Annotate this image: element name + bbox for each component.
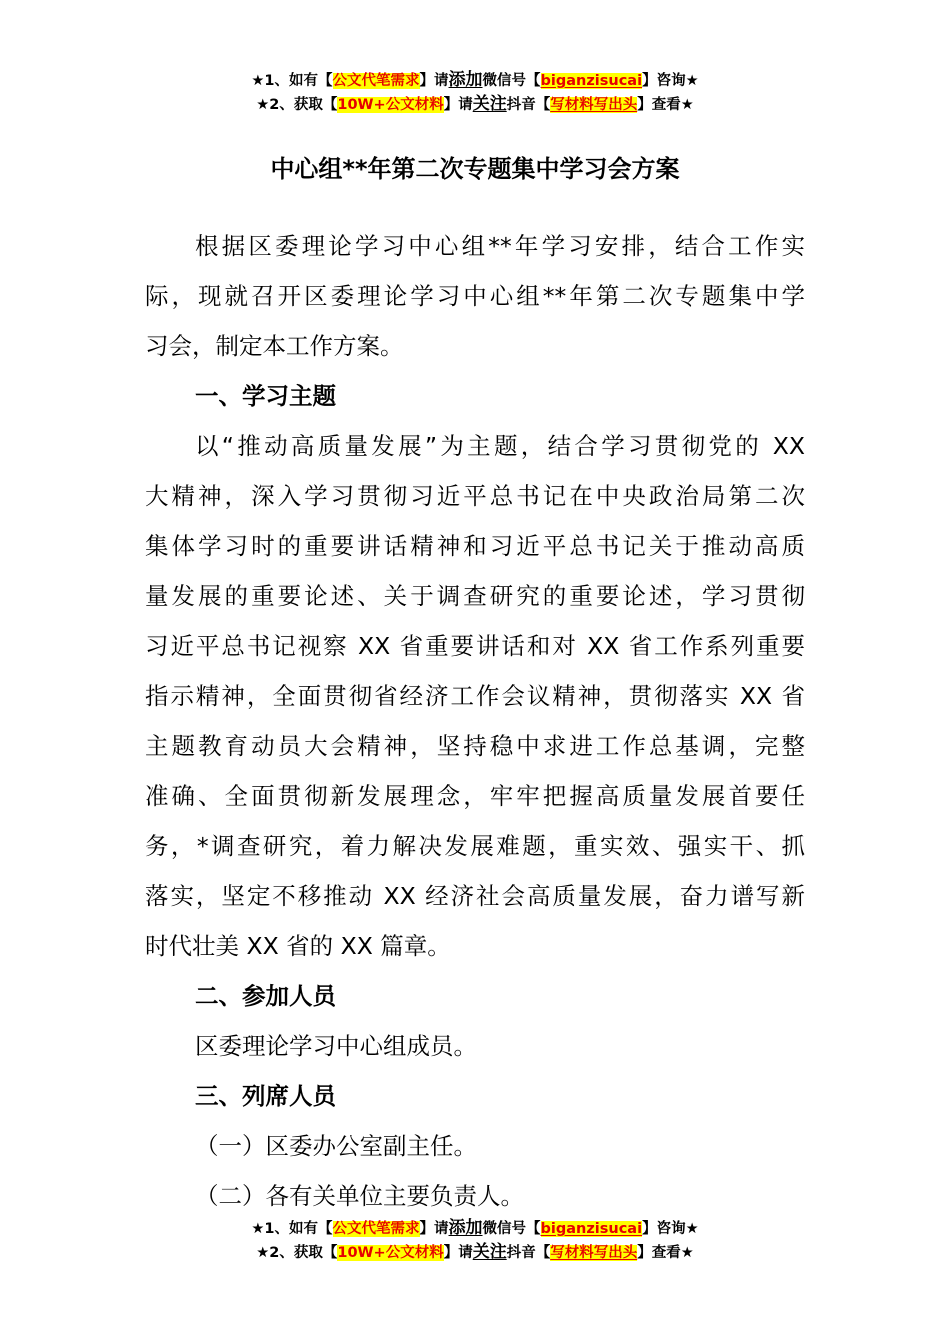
- promo-text: 】咨询★: [642, 73, 699, 89]
- promo-emphasis: 关注: [472, 94, 507, 114]
- promo-emphasis: 添加: [448, 1218, 483, 1238]
- promo-text: 】查看★: [637, 97, 694, 113]
- promo-text: 】查看★: [637, 1245, 694, 1261]
- promo-emphasis: 关注: [472, 1242, 507, 1262]
- promo-line-2: [0, 1240, 950, 1264]
- promo-text: 微信号【: [482, 73, 541, 89]
- promo-text: 抖音【: [506, 97, 551, 113]
- section-heading-participants: 二、参加人员: [195, 982, 336, 1010]
- promo-emphasis: 添加: [448, 70, 483, 90]
- promo-douyin-id: 写材料写出头: [550, 1245, 638, 1261]
- theme-line: 时代壮美 XX 省的 XX 篇章。: [145, 932, 451, 960]
- promo-highlight: 10W+公文材料: [337, 97, 444, 113]
- promo-text: ★2、获取【: [256, 1245, 338, 1261]
- section-heading-theme: 一、学习主题: [195, 382, 336, 410]
- theme-line: 指示精神，全面贯彻省经济工作会议精神，贯彻落实 XX 省: [145, 682, 805, 710]
- theme-line: 以“推动高质量发展”为主题，结合学习贯彻党的 XX: [195, 432, 805, 460]
- promo-wechat-id: biganzisucai: [540, 73, 643, 89]
- theme-line: 准确、全面贯彻新发展理念，牢牢把握高质量发展首要任: [145, 782, 805, 810]
- promo-text: 】咨询★: [642, 1221, 699, 1237]
- attendee-item: （二）各有关单位主要负责人。: [195, 1182, 524, 1210]
- promo-text: 抖音【: [506, 1245, 551, 1261]
- section-heading-attendees: 三、列席人员: [195, 1082, 336, 1110]
- promo-highlight: 10W+公文材料: [337, 1245, 444, 1261]
- promo-line-2: [0, 92, 950, 116]
- theme-line: 集体学习时的重要讲话精神和习近平总书记关于推动高质: [145, 532, 805, 560]
- promo-line-1: [0, 1216, 950, 1240]
- promo-wechat-id: biganzisucai: [540, 1221, 643, 1237]
- attendee-item: （一）区委办公室副主任。: [195, 1132, 477, 1160]
- promo-footer: [0, 1216, 950, 1264]
- intro-line: 根据区委理论学习中心组**年学习安排，结合工作实: [195, 232, 805, 260]
- promo-text: 微信号【: [482, 1221, 541, 1237]
- promo-text: ★1、如有【: [251, 1221, 333, 1237]
- theme-line: 落实，坚定不移推动 XX 经济社会高质量发展，奋力谱写新: [145, 882, 805, 910]
- document-title: 中心组**年第二次专题集中学习会方案: [270, 155, 680, 183]
- promo-highlight: 公文代笔需求: [332, 1221, 420, 1237]
- theme-line: 大精神，深入学习贯彻习近平总书记在中央政治局第二次: [145, 482, 805, 510]
- promo-line-1: [0, 68, 950, 92]
- intro-line: 习会，制定本工作方案。: [145, 332, 404, 360]
- participants-text: 区委理论学习中心组成员。: [195, 1032, 477, 1060]
- promo-text: ★2、获取【: [256, 97, 338, 113]
- theme-line: 习近平总书记视察 XX 省重要讲话和对 XX 省工作系列重要: [145, 632, 805, 660]
- theme-line: 量发展的重要论述、关于调查研究的重要论述，学习贯彻: [145, 582, 805, 610]
- promo-text: 】请: [443, 1245, 473, 1261]
- theme-line: 务，*调查研究，着力解决发展难题，重实效、强实干、抓: [145, 832, 805, 860]
- intro-line: 际，现就召开区委理论学习中心组**年第二次专题集中学: [145, 282, 805, 310]
- promo-text: 】请: [419, 1221, 449, 1237]
- promo-douyin-id: 写材料写出头: [550, 97, 638, 113]
- promo-header: [0, 68, 950, 116]
- promo-text: ★1、如有【: [251, 73, 333, 89]
- promo-text: 】请: [419, 73, 449, 89]
- document-body: [145, 221, 810, 1221]
- promo-text: 】请: [443, 97, 473, 113]
- promo-highlight: 公文代笔需求: [332, 73, 420, 89]
- theme-line: 主题教育动员大会精神，坚持稳中求进工作总基调，完整: [145, 732, 805, 760]
